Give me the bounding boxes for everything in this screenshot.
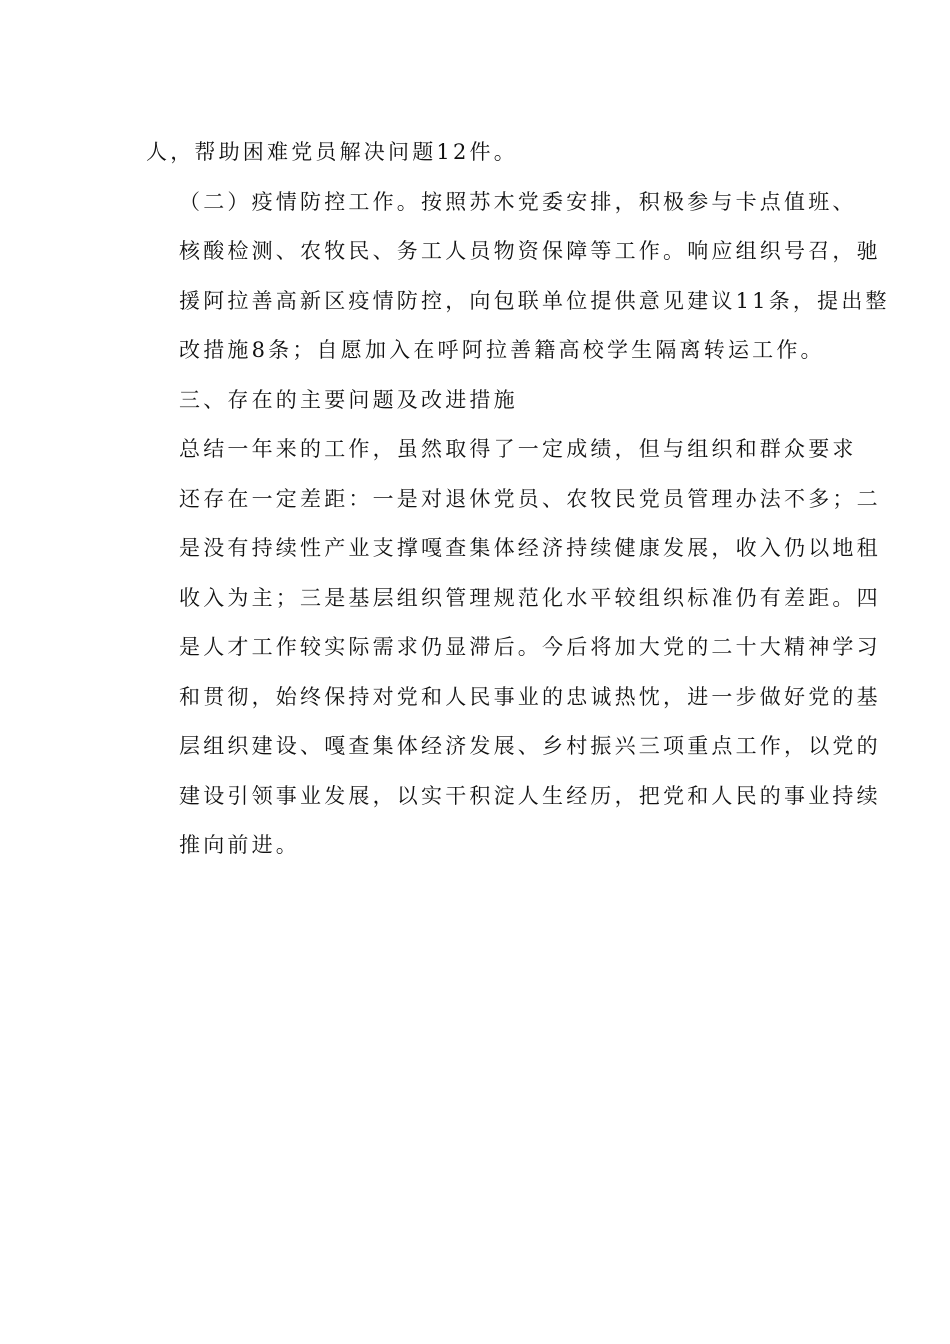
paragraph-epidemic-prevention bbox=[146, 178, 890, 376]
section-heading bbox=[146, 376, 806, 426]
text-line: 建设引领事业发展，以实干积淀人生经历，把党和人民的事业持续 bbox=[179, 783, 881, 808]
text-line: 还存在一定差距：一是对退休党员、农牧民党员管理办法不多；二 bbox=[179, 486, 881, 511]
heading-text: 三、存在的主要问题及改进措施 bbox=[179, 387, 518, 412]
text-line: 总结一年来的工作，虽然取得了一定成绩，但与组织和群众要求 bbox=[179, 437, 857, 461]
document-body bbox=[146, 128, 890, 871]
text-line: 是人才工作较实际需求仍显滞后。今后将加大党的二十大精神学习 bbox=[179, 635, 881, 659]
text-line: 改措施8条；自愿加入在呼阿拉善籍高校学生隔离转运工作。 bbox=[179, 338, 825, 362]
text-line: 收入为主；三是基层组织管理规范化水平较组织标准仍有差距。四 bbox=[179, 585, 881, 610]
paragraph-problems-and-measures bbox=[146, 425, 881, 871]
paragraph-continuation bbox=[146, 128, 806, 178]
text-line: 和贯彻，始终保持对党和人民事业的忠诚热忱，进一步做好党的基 bbox=[179, 684, 881, 709]
text-line: 是没有持续性产业支撑嘎查集体经济持续健康发展，收入仍以地租 bbox=[179, 536, 881, 560]
text-line: 人，帮助困难党员解决问题12件。 bbox=[146, 140, 518, 164]
text-line: 推向前进。 bbox=[179, 833, 300, 857]
text-line: 层组织建设、嘎查集体经济发展、乡村振兴三项重点工作，以党的 bbox=[179, 734, 881, 758]
text-line: 核酸检测、农牧民、务工人员物资保障等工作。响应组织号召，驰 bbox=[179, 239, 881, 263]
text-line: 援阿拉善高新区疫情防控，向包联单位提供意见建议11条，提出整 bbox=[179, 288, 890, 313]
text-line: （二）疫情防控工作。按照苏木党委安排，积极参与卡点值班、 bbox=[179, 189, 857, 214]
